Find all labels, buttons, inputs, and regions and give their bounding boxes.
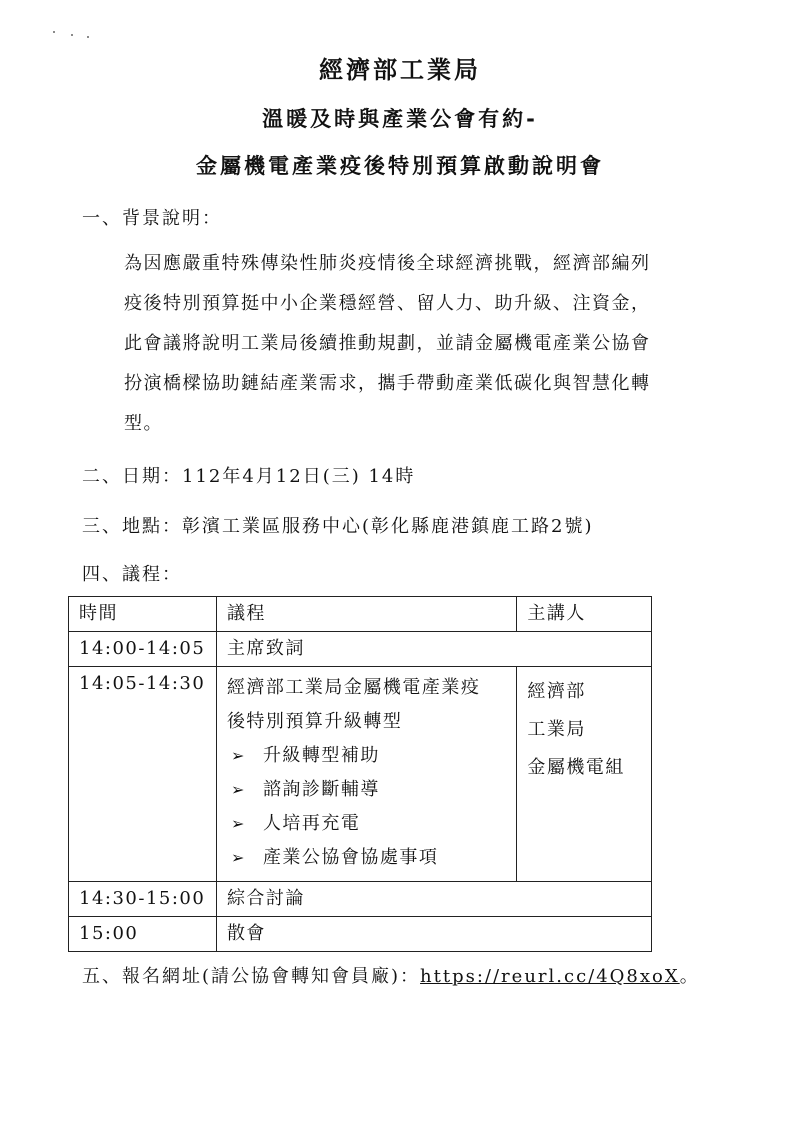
- table-row: [69, 882, 652, 917]
- topic-cell: 綜合討論: [216, 882, 651, 917]
- table-row: [69, 917, 652, 952]
- time-cell: 14:30-15:00: [69, 882, 217, 917]
- agenda-header-row: [69, 597, 652, 632]
- bullet-text: 諮詢診斷輔導: [262, 779, 380, 800]
- organization-title: 經濟部工業局: [319, 56, 481, 84]
- registration-suffix: 。: [679, 966, 700, 987]
- speaker-line: 經濟部: [527, 681, 586, 702]
- topic-line: 後特別預算升級轉型: [226, 711, 403, 732]
- column-header-time: 時間: [69, 597, 217, 632]
- bullet-text: 升級轉型補助: [262, 745, 380, 766]
- document-title-line2: 金屬機電產業疫後特別預算啟動說明會: [196, 154, 604, 178]
- background-line: 扮演橋樑協助鏈結產業需求，攜手帶動產業低碳化與智慧化轉: [124, 373, 651, 394]
- bullet-item: [227, 807, 516, 841]
- document-title-line1: 溫暖及時與產業公會有約-: [262, 107, 538, 131]
- bullet-item: [227, 773, 516, 807]
- time-cell: 15:00: [69, 917, 217, 952]
- topic-cell: 散會: [216, 917, 651, 952]
- scan-specks: [50, 28, 110, 40]
- arrow-right-icon: ➢: [230, 780, 246, 799]
- arrow-right-icon: ➢: [230, 746, 246, 765]
- location-line: 三、地點：彰濱工業區服務中心(彰化縣鹿港鎮鹿工路2號): [82, 516, 594, 537]
- background-line: 型。: [124, 413, 163, 434]
- speaker-line: 工業局: [527, 719, 586, 740]
- background-heading: 一、背景說明：: [82, 208, 222, 229]
- table-row: [69, 632, 652, 667]
- column-header-speaker: 主講人: [517, 597, 652, 632]
- topic-cell: 主席致詞: [216, 632, 651, 667]
- arrow-right-icon: ➢: [230, 848, 246, 867]
- bullet-item: [227, 739, 516, 773]
- column-header-agenda: 議程: [216, 597, 516, 632]
- bullet-text: 人培再充電: [262, 813, 361, 834]
- table-row: [69, 667, 652, 882]
- bullet-item: [227, 841, 516, 875]
- time-cell: 14:00-14:05: [69, 632, 217, 667]
- speaker-line: 金屬機電組: [527, 757, 625, 778]
- registration-line: [82, 962, 700, 988]
- registration-link[interactable]: https://reurl.cc/4Q8xoX: [420, 966, 680, 987]
- bullet-text: 產業公協會協處事項: [262, 847, 439, 868]
- topic-cell: [216, 667, 516, 882]
- background-line: 此會議將說明工業局後續推動規劃，並請金屬機電產業公協會: [124, 333, 651, 354]
- speaker-cell: [517, 667, 652, 882]
- arrow-right-icon: ➢: [230, 814, 246, 833]
- background-line: 疫後特別預算挺中小企業穩經營、留人力、助升級、注資金，: [124, 293, 651, 314]
- agenda-heading: 四、議程：: [82, 564, 182, 585]
- registration-label: 五、報名網址(請公協會轉知會員廠)：: [82, 966, 421, 987]
- agenda-table: [68, 596, 652, 952]
- date-line: 二、日期：112年4月12日(三) 14時: [82, 466, 416, 487]
- background-line: 為因應嚴重特殊傳染性肺炎疫情後全球經濟挑戰，經濟部編列: [124, 253, 651, 274]
- topic-line: 經濟部工業局金屬機電產業疫: [226, 677, 481, 698]
- time-cell: 14:05-14:30: [69, 667, 217, 882]
- background-paragraph: [124, 244, 724, 444]
